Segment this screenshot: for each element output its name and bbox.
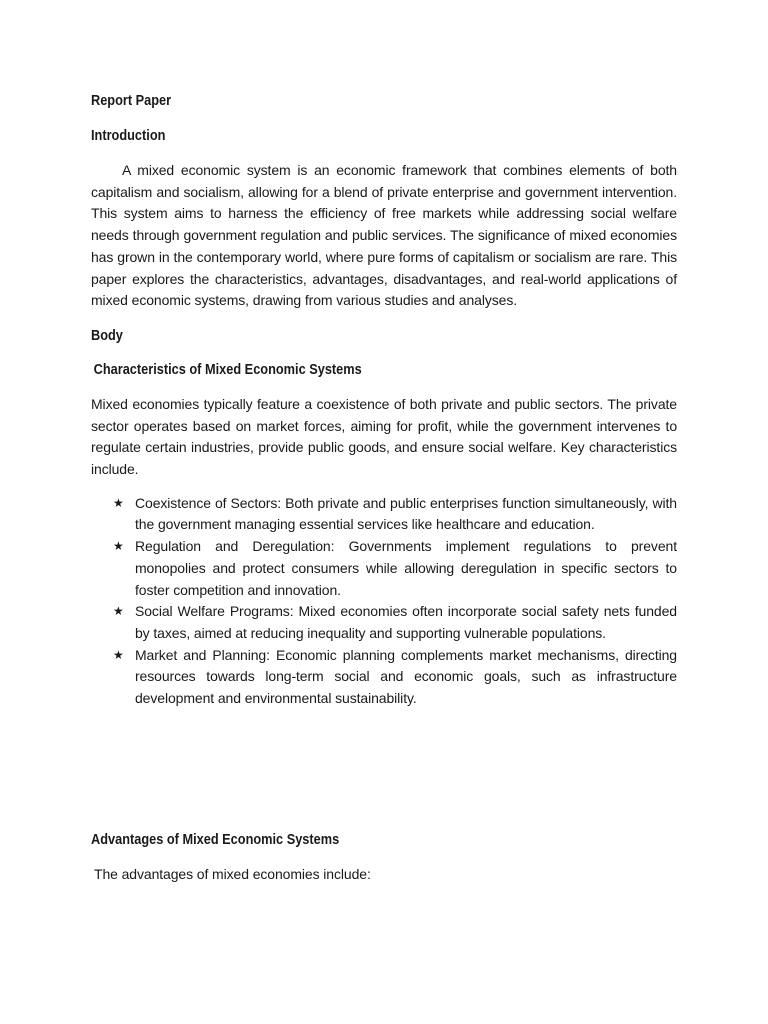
list-item-text: Coexistence of Sectors: Both private and public enterprises function simultaneously, with the government managing essential services like healthcare and education. — [135, 494, 677, 533]
characteristics-list — [91, 493, 677, 710]
star-icon: ★ — [113, 539, 124, 554]
characteristics-paragraph: Mixed economies typically feature a coexistence of both private and public sectors. The private sector operates based on market forces, aiming for profit, while the government intervenes to regulate certain industries, provide public goods, and ensure social welfare. Key characteristics include. — [91, 395, 677, 478]
list-item — [91, 536, 677, 601]
introduction-heading: Introduction — [91, 128, 166, 144]
document-content — [91, 90, 677, 885]
body-heading: Body — [91, 327, 123, 344]
list-item-text: Social Welfare Programs: Mixed economies often incorporate social safety nets funded by taxes, aimed at reducing inequality and supporting vulnerable populations. — [135, 603, 677, 641]
star-icon: ★ — [113, 604, 124, 619]
introduction-paragraph: A mixed economic system is an economic framework that combines elements of both capitalism and socialism, allowing for a blend of private enterprise and government intervention. This system aims to harness the efficiency of free markets while addressing social welfare needs through government regulation and public services. The significance of mixed economies has grown in the contemporary world, where pure forms of capitalism or socialism are rare. This paper explores the characteristics, advantages, disadvantages, and real-world applications of mixed economic systems, drawing from various studies and analyses. — [91, 162, 677, 309]
characteristics-heading: Characteristics of Mixed Economic Systems — [93, 361, 362, 378]
advantages-heading: Advantages of Mixed Economic Systems — [91, 831, 340, 848]
advantages-paragraph: The advantages of mixed economies include: — [94, 865, 371, 882]
list-item-text: Regulation and Deregulation: Governments implement regulations to prevent monopolies and protect consumers while allowing deregulation in specific sectors to foster competition and innovation. — [135, 538, 677, 598]
star-icon: ★ — [113, 495, 124, 510]
list-item — [91, 645, 677, 710]
list-item — [91, 601, 677, 644]
report-title: Report Paper — [91, 93, 172, 109]
list-item-text: Market and Planning: Economic planning complements market mechanisms, directing resources towards long-term social and economic goals, such as infrastructure development and environmental sustainability. — [135, 646, 677, 707]
list-item — [91, 493, 677, 536]
star-icon: ★ — [113, 647, 124, 662]
